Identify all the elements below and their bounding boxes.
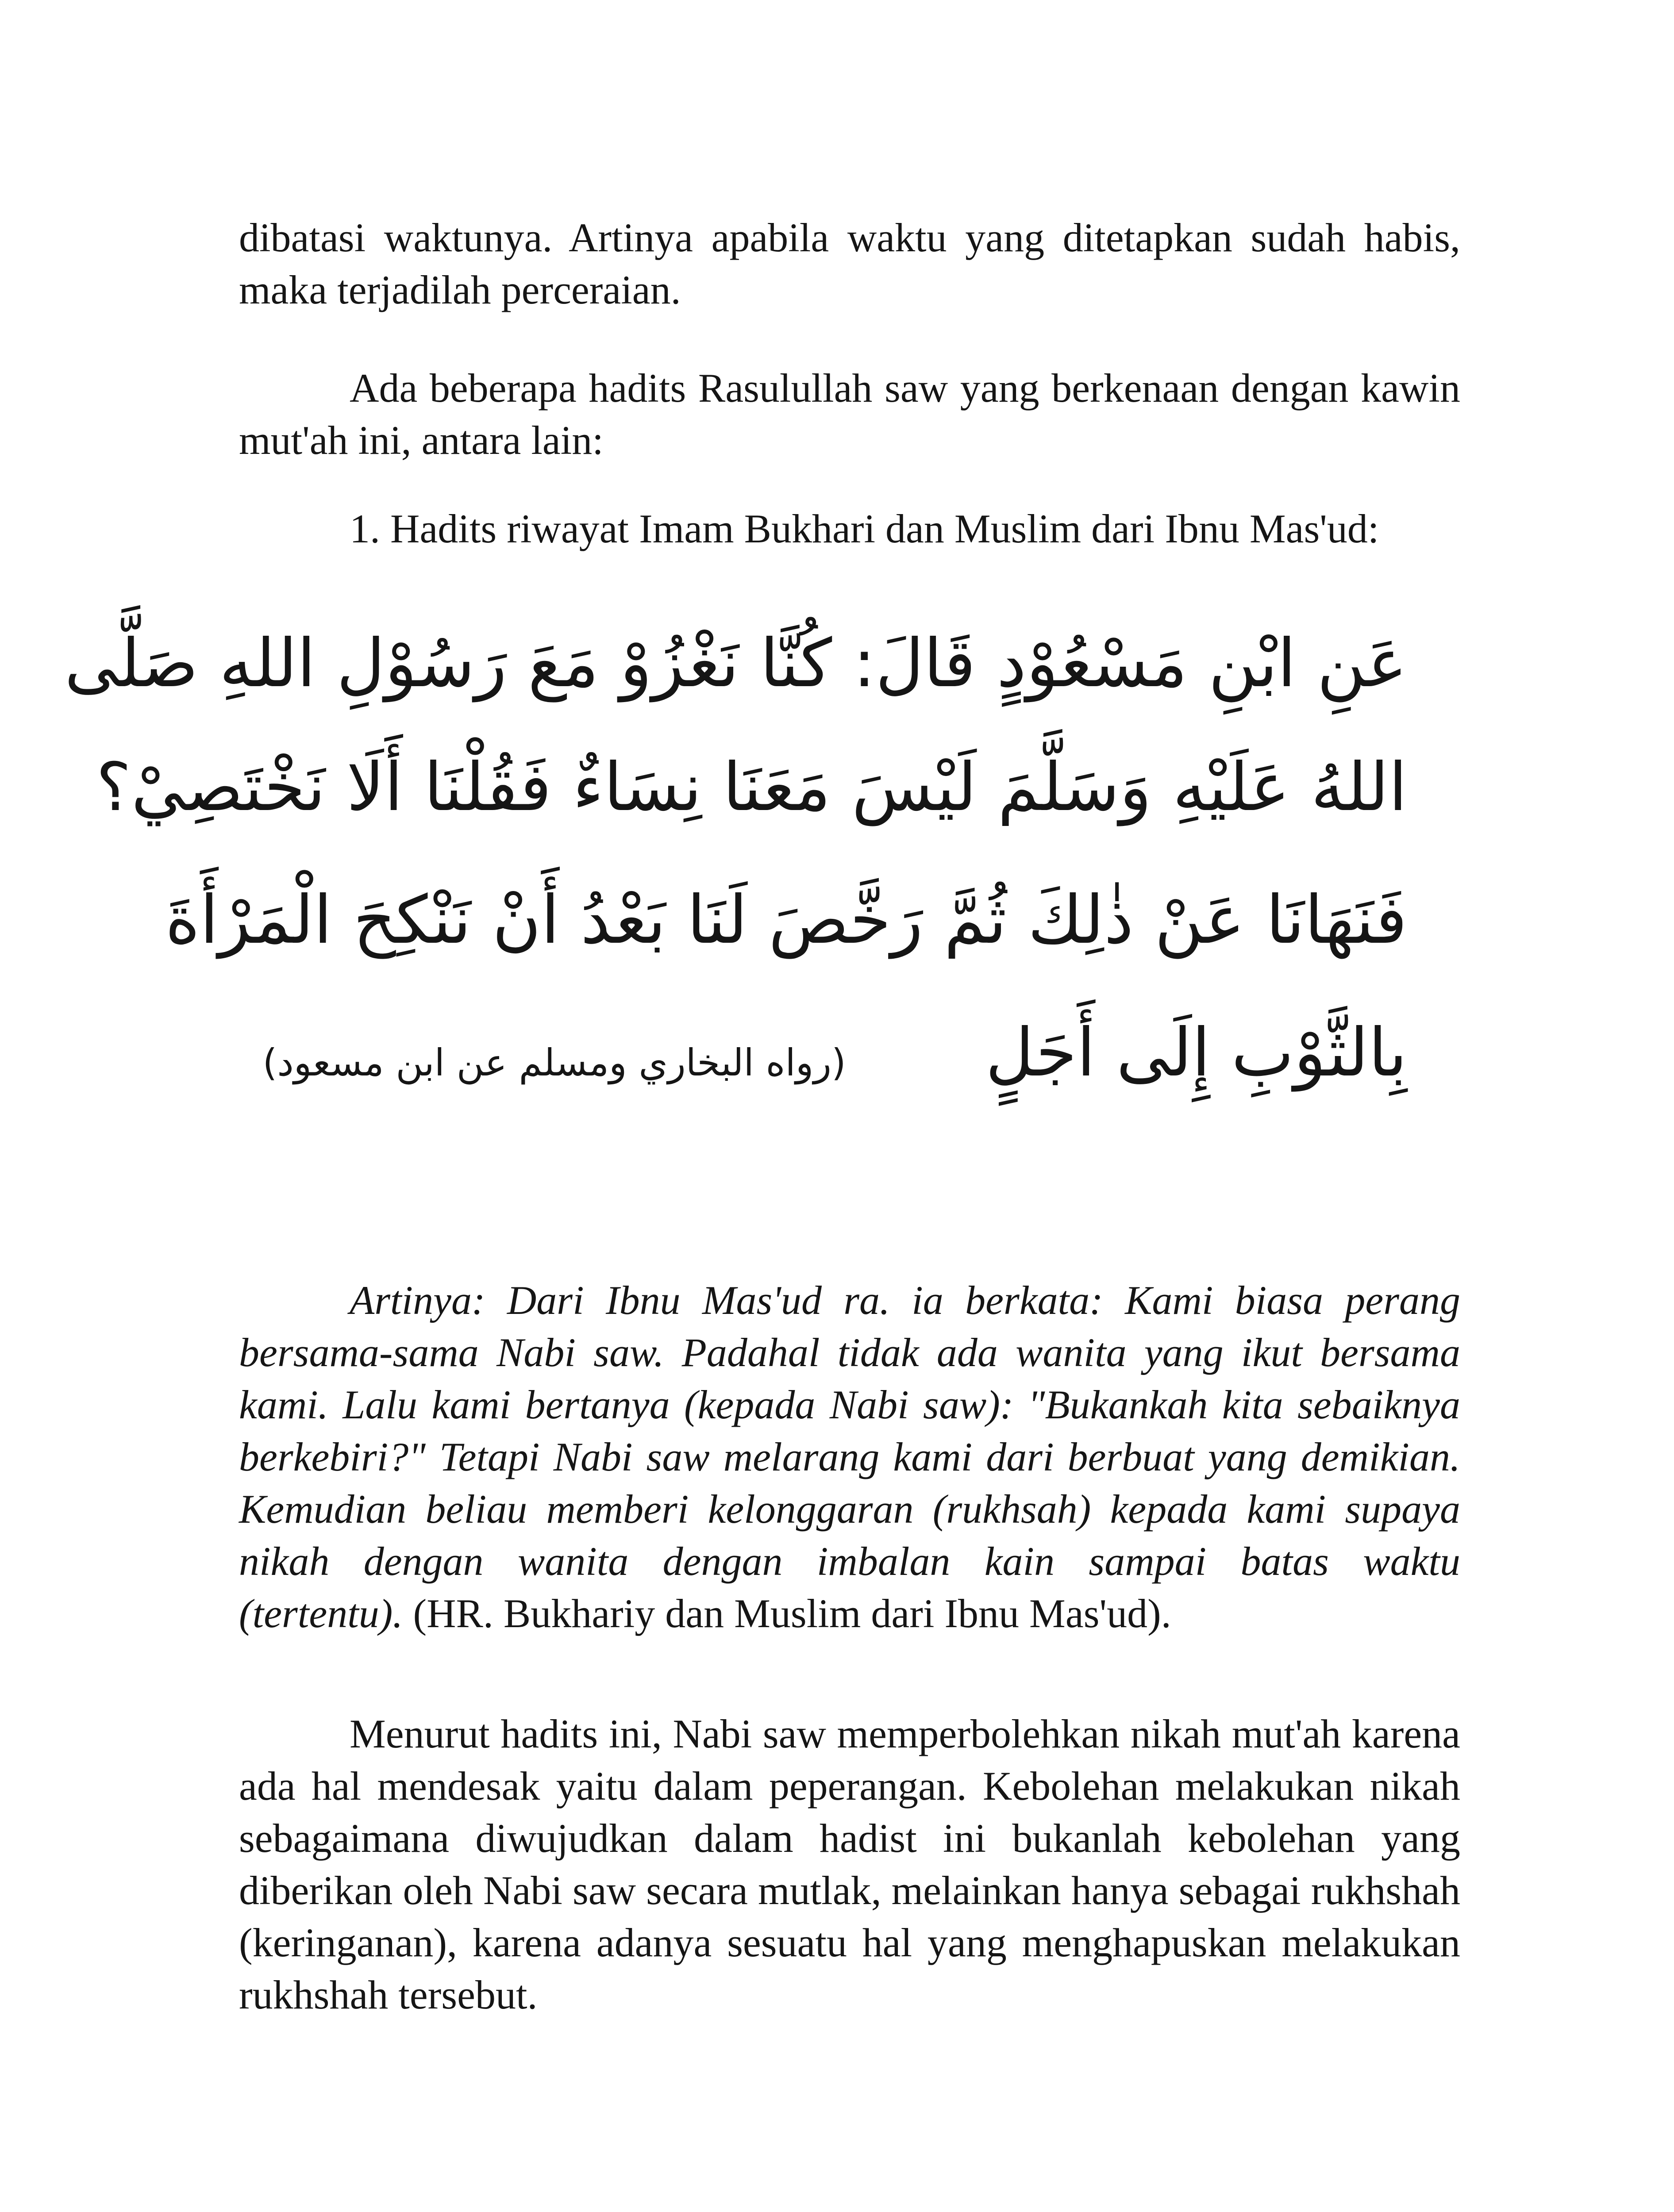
paragraph-intro [239,211,1460,316]
text-line: ada hal mendesak yaitu dalam peperangan. Kebolehan melakukan nikah [239,1763,1460,1809]
text-line: nikah dengan wanita dengan imbalan kain sampai batas waktu [239,1539,1460,1584]
citation-text: (HR. Bukhariy dan Muslim dari Ibnu Mas'ud). [403,1591,1171,1636]
arabic-hadith-text [64,611,1460,1186]
text-line: diberikan oleh Nabi saw secara mutlak, melainkan hanya sebagai rukhshah [239,1868,1460,1913]
text-line: 1. Hadits riwayat Imam Bukhari dan Muslim dari Ibnu Mas'ud: [350,506,1379,551]
arabic-line: فَنَهَانَا عَنْ ذٰلِكَ ثُمَّ رَخَّصَ لَنَا بَعْدُ أَنْ نَنْكِحَ الْمَرْأَةَ [165,882,1407,959]
text-line: dibatasi waktunya. Artinya apabila waktu yang ditetapkan sudah habis, [239,215,1460,260]
arabic-source-citation: (رواه البخاري ومسلم عن ابن مسعود) [262,1041,846,1084]
paragraph-hadith-intro [239,362,1460,466]
text-line: Menurut hadits ini, Nabi saw memperbolehkan nikah mut'ah karena [350,1711,1460,1756]
arabic-line [239,1009,1407,1107]
arabic-line: عَنِ ابْنِ مَسْعُوْدٍ قَالَ: كُنَّا نَغْزُوْ مَعَ رَسُوْلِ اللهِ صَلَّى [64,625,1407,702]
text-line: bersama-sama Nabi saw. Padahal tidak ada wanita yang ikut bersama [239,1330,1460,1375]
arabic-line: اللهُ عَلَيْهِ وَسَلَّمَ لَيْسَ مَعَنَا نِسَاءٌ فَقُلْنَا أَلَا نَخْتَصِيْ؟ [96,749,1407,826]
text-line: maka terjadilah perceraian. [239,267,681,312]
text-line: Kemudian beliau memberi kelonggaran (rukhsah) kepada kami supaya [239,1486,1460,1532]
text-line: berkebiri?" Tetapi Nabi saw melarang kami dari berbuat yang demikian. [239,1434,1460,1479]
paragraph-explanation [239,1708,1460,2021]
text-line: Artinya: Dari Ibnu Mas'ud ra. ia berkata: Kami biasa perang [350,1278,1460,1323]
text-line [239,1587,1460,1640]
text-line: (keringanan), karena adanya sesuatu hal yang menghapuskan melakukan [239,1920,1460,1965]
text-line: mut'ah ini, antara lain: [239,418,604,463]
text-line: rukhshah tersebut. [239,1972,538,2017]
numbered-item-1 [239,503,1460,555]
text-line: Ada beberapa hadits Rasulullah saw yang berkenaan dengan kawin [350,365,1460,411]
arabic-text: بِالثَّوْبِ إِلَى أَجَلٍ [985,1014,1407,1091]
translation-paragraph [239,1274,1460,1640]
text-line: sebagaimana diwujudkan dalam hadist ini bukanlah kebolehan yang [239,1816,1460,1861]
text-line: kami. Lalu kami bertanya (kepada Nabi saw): "Bukankah kita sebaiknya [239,1382,1460,1427]
italic-text: (tertentu). [239,1591,403,1636]
